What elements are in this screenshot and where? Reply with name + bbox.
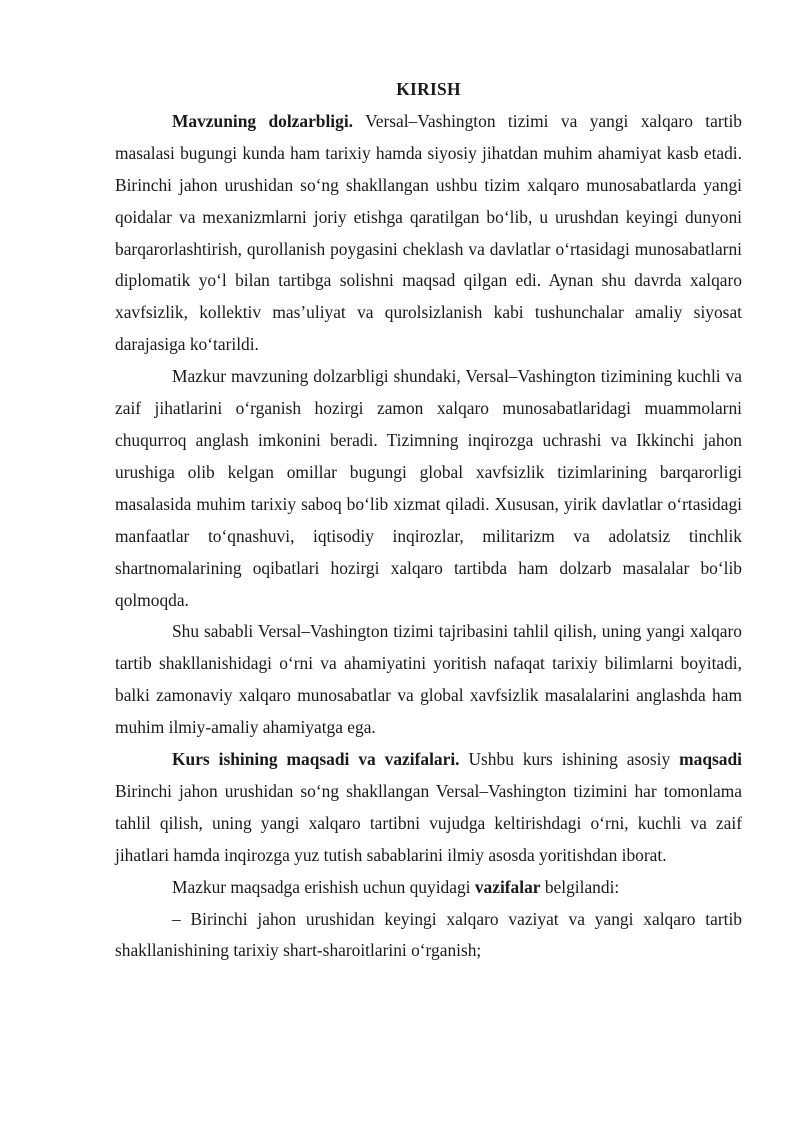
paragraph-lead: Kurs ishining maqsadi va vazifalari. bbox=[172, 749, 460, 770]
paragraph-text: Mazkur maqsadga erishish uchun quyidagi bbox=[172, 876, 475, 897]
paragraph-text: Ushbu kurs ishining asosiy bbox=[459, 749, 680, 770]
paragraph-text: Versal–Vashington tizimi va yangi xalqaro tartib masalasi bugungi kunda ham tarixiy hamda siyosiy jihatdan muhim ahamiyat kasb etadi. Birinchi jahon urushidan so‘ng shakllangan ushbu tizim xalqaro munosabatlarda yangi qoidalar va mexanizmlarni joriy etishga qaratilgan bo‘lib, u urushdan keyingi dunyoni barqarorlashtirish, qurollanish poygasini cheklash va davlatlar o‘rtasidagi munosabatlarni diplomatik yo‘l bilan tartibga solishni maqsad qilgan edi. Aynan shu davrda xalqaro xavfsizlik, kollektiv mas’uliyat va qurolsizlanish kabi tushunchalar amaliy siyosat darajasiga ko‘tarildi. bbox=[115, 110, 742, 355]
bold-term: maqsadi bbox=[679, 749, 742, 770]
task-list-item: – Birinchi jahon urushidan keyingi xalqaro vaziyat va yangi xalqaro tartib shakllanishining tarixiy shart-sharoitlarini o‘rganish; bbox=[115, 908, 742, 961]
paragraph-significance: Shu sababli Versal–Vashington tizimi tajribasini tahlil qilish, uning yangi xalqaro tartib shakllanishidagi o‘rni va ahamiyatini yoritish nafaqat tarixiy bilimlarni boyitadi, balki zamonaviy xalqaro munosabatlar va global xavfsizlik masalalarini anglashda ham muhim ilmiy-amaliy ahamiyatga ega. bbox=[115, 621, 742, 738]
page-title: KIRISH bbox=[396, 79, 461, 99]
paragraph-lead: Mavzuning dolzarbligi. bbox=[172, 110, 354, 131]
bold-term: vazifalar bbox=[474, 876, 541, 897]
paragraph-text: belgilandi: bbox=[540, 876, 620, 897]
paragraph-tasks-intro bbox=[115, 872, 742, 904]
paragraph-text: Birinchi jahon urushidan so‘ng shakllangan Versal–Vashington tizimini har tomonlama tahlil qilish, uning yangi xalqaro tartibni vujudga keltirishdagi o‘rni, kuchli va zaif jihatlari hamda inqirozga yuz tutish sabablarini ilmiy asosda yoritishdan iborat. bbox=[115, 780, 742, 865]
document-page bbox=[115, 74, 742, 967]
paragraph-goals bbox=[115, 744, 742, 872]
paragraph-relevance bbox=[115, 106, 742, 361]
paragraph-relevance-details: Mazkur mavzuning dolzarbligi shundaki, Versal–Vashington tizimining kuchli va zaif jihatlarini o‘rganish hozirgi zamon xalqaro munosabatlaridagi muammolarni chuqurroq anglash imkonini beradi. Tizimning inqirozga uchrashi va Ikkinchi jahon urushiga olib kelgan omillar bugungi global xavfsizlik tizimlarining barqarorligi masalasida muhim tarixiy saboq bo‘lib xizmat qiladi. Xususan, yirik davlatlar o‘rtasidagi manfaatlar to‘qnashuvi, iqtisodiy inqirozlar, militarizm va adolatsiz tinchlik shartnomalarining oqibatlari hozirgi xalqaro tartibda ham dolzarb masalalar bo‘lib qolmoqda. bbox=[115, 366, 742, 610]
